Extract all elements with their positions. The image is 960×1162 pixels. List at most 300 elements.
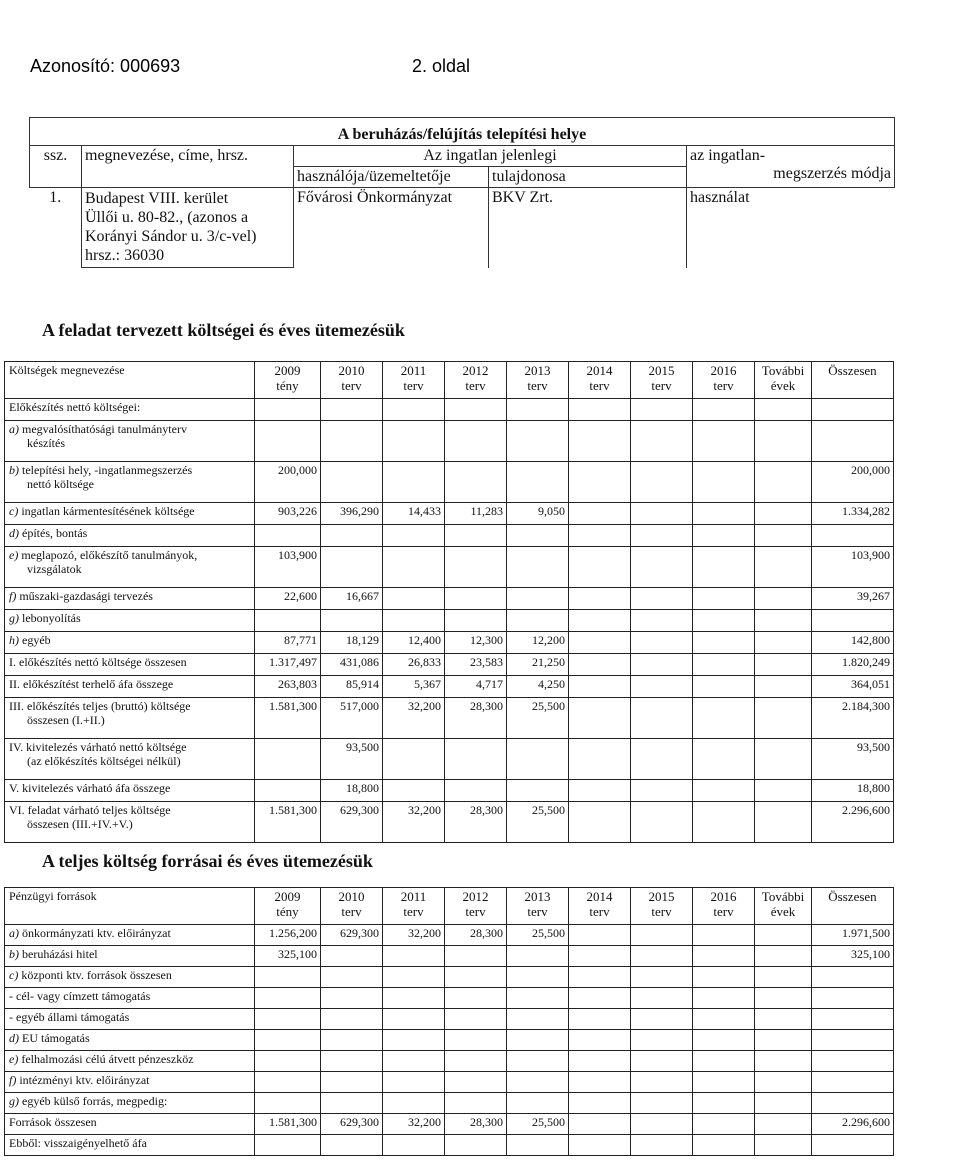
value-cell: 28,300 bbox=[445, 698, 507, 739]
row-label: b) telepítési hely, -ingatlanmegszerzés nettó költsége bbox=[5, 462, 255, 503]
row-letter: a) bbox=[9, 926, 19, 940]
value-cell bbox=[507, 739, 569, 780]
location-table bbox=[29, 117, 895, 268]
value-cell bbox=[321, 1009, 383, 1030]
row-label: Ebből: visszaigényelhető áfa bbox=[5, 1135, 255, 1156]
sources-year-header bbox=[631, 888, 693, 925]
value-cell bbox=[383, 1072, 445, 1093]
row-owner: BKV Zrt. bbox=[489, 188, 687, 268]
value-cell: 14,433 bbox=[383, 503, 445, 525]
row-label-cont: készítés bbox=[27, 436, 65, 450]
row-letter: b) bbox=[9, 463, 19, 477]
table-row bbox=[5, 967, 894, 988]
row-letter: c) bbox=[9, 968, 19, 982]
value-cell: 26,833 bbox=[383, 654, 445, 676]
value-cell: 1.317,497 bbox=[255, 654, 321, 676]
value-cell bbox=[507, 967, 569, 988]
costs-year-header bbox=[569, 362, 631, 399]
value-cell: 28,300 bbox=[445, 925, 507, 946]
sources-year-header bbox=[507, 888, 569, 925]
row-label: c) ingatlan kármentesítésének költsége bbox=[5, 503, 255, 525]
value-cell: 1.581,300 bbox=[255, 802, 321, 843]
value-cell: 103,900 bbox=[255, 547, 321, 588]
value-cell bbox=[755, 1135, 812, 1156]
sources-year-header bbox=[255, 888, 321, 925]
value-cell bbox=[693, 1051, 755, 1072]
row-letter: d) bbox=[9, 526, 19, 540]
value-cell bbox=[755, 1072, 812, 1093]
year-type-label: terv bbox=[589, 378, 610, 393]
costs-year-header bbox=[383, 362, 445, 399]
value-cell bbox=[631, 1051, 693, 1072]
total-cell bbox=[812, 399, 894, 421]
row-label: IV. kivitelezés várható nettó költsége (az előkészítés költségei nélkül) bbox=[5, 739, 255, 780]
row-label: e) meglapozó, előkészítő tanulmányok, vizsgálatok bbox=[5, 547, 255, 588]
value-cell: 4,717 bbox=[445, 676, 507, 698]
year-type-label: terv bbox=[651, 904, 672, 919]
sources-year-header bbox=[569, 888, 631, 925]
value-cell bbox=[255, 1009, 321, 1030]
value-cell: 85,914 bbox=[321, 676, 383, 698]
year-label: 2016 bbox=[710, 363, 737, 378]
year-type-label: tény bbox=[276, 378, 299, 393]
total-cell: 200,000 bbox=[812, 462, 894, 503]
value-cell bbox=[631, 1030, 693, 1051]
table-row bbox=[5, 1051, 894, 1072]
value-cell: 12,200 bbox=[507, 632, 569, 654]
value-cell: 1.256,200 bbox=[255, 925, 321, 946]
value-cell bbox=[755, 698, 812, 739]
year-type-label: terv bbox=[465, 378, 486, 393]
row-label: V. kivitelezés várható áfa összege bbox=[5, 780, 255, 802]
value-cell bbox=[631, 547, 693, 588]
row-letter: d) bbox=[9, 1031, 19, 1045]
value-cell: 12,400 bbox=[383, 632, 445, 654]
value-cell bbox=[693, 632, 755, 654]
row-label: b) beruházási hitel bbox=[5, 946, 255, 967]
value-cell bbox=[631, 632, 693, 654]
value-cell bbox=[631, 988, 693, 1009]
table-row bbox=[5, 698, 894, 739]
value-cell: 32,200 bbox=[383, 802, 445, 843]
value-cell bbox=[755, 654, 812, 676]
document-id: Azonosító: 000693 bbox=[30, 56, 181, 76]
row-letter: b) bbox=[9, 947, 19, 961]
value-cell bbox=[255, 610, 321, 632]
value-cell: 32,200 bbox=[383, 925, 445, 946]
value-cell bbox=[569, 1009, 631, 1030]
value-cell bbox=[631, 462, 693, 503]
row-letter: g) bbox=[9, 611, 19, 625]
value-cell bbox=[569, 1093, 631, 1114]
row-letter: g) bbox=[9, 1094, 19, 1108]
value-cell bbox=[255, 1135, 321, 1156]
value-cell bbox=[569, 588, 631, 610]
value-cell bbox=[255, 780, 321, 802]
row-letter: a) bbox=[9, 422, 19, 436]
value-cell bbox=[255, 967, 321, 988]
row-label-cont: (az előkészítés költségei nélkül) bbox=[27, 754, 181, 768]
value-cell bbox=[755, 1093, 812, 1114]
row-name-line1: Budapest VIII. kerület bbox=[85, 190, 229, 207]
value-cell bbox=[631, 1072, 693, 1093]
value-cell bbox=[445, 1072, 507, 1093]
value-cell bbox=[445, 588, 507, 610]
row-label-cont: összesen (I.+II.) bbox=[27, 713, 105, 727]
table-row bbox=[5, 525, 894, 547]
year-label: 2014 bbox=[586, 889, 613, 904]
value-cell bbox=[755, 739, 812, 780]
value-cell: 87,771 bbox=[255, 632, 321, 654]
table-row bbox=[5, 1114, 894, 1135]
value-cell bbox=[569, 1114, 631, 1135]
value-cell: 28,300 bbox=[445, 802, 507, 843]
value-cell bbox=[321, 1093, 383, 1114]
value-cell bbox=[507, 988, 569, 1009]
row-letter: h) bbox=[9, 633, 19, 647]
value-cell bbox=[507, 1051, 569, 1072]
value-cell bbox=[507, 610, 569, 632]
value-cell bbox=[569, 1135, 631, 1156]
value-cell bbox=[693, 654, 755, 676]
value-cell bbox=[755, 676, 812, 698]
value-cell bbox=[631, 1009, 693, 1030]
value-cell: 903,226 bbox=[255, 503, 321, 525]
value-cell bbox=[693, 610, 755, 632]
row-label: - cél- vagy címzett támogatás bbox=[5, 988, 255, 1009]
value-cell bbox=[321, 988, 383, 1009]
row-letter: e) bbox=[9, 1052, 19, 1066]
year-type-label: terv bbox=[527, 378, 548, 393]
value-cell bbox=[631, 946, 693, 967]
table-row bbox=[5, 588, 894, 610]
value-cell bbox=[631, 967, 693, 988]
value-cell bbox=[507, 399, 569, 421]
table-row bbox=[5, 462, 894, 503]
table-row bbox=[5, 1135, 894, 1156]
row-label: f) műszaki-gazdasági tervezés bbox=[5, 588, 255, 610]
value-cell bbox=[631, 525, 693, 547]
value-cell bbox=[569, 503, 631, 525]
value-cell: 629,300 bbox=[321, 925, 383, 946]
col-owner: tulajdonosa bbox=[489, 167, 687, 188]
total-cell bbox=[812, 610, 894, 632]
year-label: 2014 bbox=[586, 363, 613, 378]
value-cell bbox=[631, 654, 693, 676]
value-cell: 325,100 bbox=[255, 946, 321, 967]
row-label: VI. feladat várható teljes költsége összesen (III.+IV.+V.) bbox=[5, 802, 255, 843]
value-cell: 32,200 bbox=[383, 1114, 445, 1135]
value-cell bbox=[569, 925, 631, 946]
value-cell: 11,283 bbox=[445, 503, 507, 525]
value-cell bbox=[507, 462, 569, 503]
value-cell bbox=[445, 967, 507, 988]
table-row bbox=[5, 1009, 894, 1030]
value-cell: 1.581,300 bbox=[255, 1114, 321, 1135]
row-user: Fővárosi Önkormányzat bbox=[294, 188, 489, 268]
total-cell: 39,267 bbox=[812, 588, 894, 610]
value-cell bbox=[631, 780, 693, 802]
value-cell bbox=[321, 1051, 383, 1072]
value-cell bbox=[631, 739, 693, 780]
value-cell: 23,583 bbox=[445, 654, 507, 676]
value-cell bbox=[507, 780, 569, 802]
row-label-cont: nettó költsége bbox=[27, 477, 94, 491]
table-row bbox=[5, 676, 894, 698]
value-cell bbox=[321, 1030, 383, 1051]
value-cell bbox=[383, 610, 445, 632]
year-type-label: terv bbox=[527, 904, 548, 919]
value-cell bbox=[445, 1030, 507, 1051]
year-type-label: terv bbox=[341, 378, 362, 393]
year-label: 2010 bbox=[338, 889, 365, 904]
year-label: További bbox=[761, 889, 805, 904]
value-cell bbox=[693, 1093, 755, 1114]
value-cell bbox=[755, 632, 812, 654]
value-cell bbox=[755, 967, 812, 988]
value-cell bbox=[631, 1114, 693, 1135]
value-cell bbox=[445, 547, 507, 588]
value-cell bbox=[569, 399, 631, 421]
row-label: c) központi ktv. források összesen bbox=[5, 967, 255, 988]
table-row bbox=[5, 421, 894, 462]
total-cell bbox=[812, 1030, 894, 1051]
year-type-label: évek bbox=[770, 904, 796, 919]
table-row bbox=[5, 925, 894, 946]
value-cell bbox=[569, 632, 631, 654]
total-cell: 103,900 bbox=[812, 547, 894, 588]
value-cell bbox=[445, 1093, 507, 1114]
total-cell bbox=[812, 1072, 894, 1093]
value-cell: 93,500 bbox=[321, 739, 383, 780]
row-label: - egyéb állami támogatás bbox=[5, 1009, 255, 1030]
value-cell bbox=[631, 503, 693, 525]
value-cell bbox=[321, 1072, 383, 1093]
value-cell bbox=[631, 1093, 693, 1114]
total-cell bbox=[812, 967, 894, 988]
value-cell: 21,250 bbox=[507, 654, 569, 676]
table-row bbox=[5, 946, 894, 967]
table-row bbox=[5, 547, 894, 588]
value-cell bbox=[569, 1072, 631, 1093]
value-cell: 16,667 bbox=[321, 588, 383, 610]
value-cell bbox=[693, 925, 755, 946]
sources-title: A teljes költség forrásai és éves ütemezésük bbox=[42, 851, 373, 871]
table-row bbox=[5, 503, 894, 525]
row-label-cont: összesen (III.+IV.+V.) bbox=[27, 817, 133, 831]
costs-year-header bbox=[631, 362, 693, 399]
year-label: 2011 bbox=[400, 363, 427, 378]
year-label: 2011 bbox=[400, 889, 427, 904]
value-cell bbox=[255, 988, 321, 1009]
sources-year-header bbox=[445, 888, 507, 925]
col-user: használója/üzemeltetője bbox=[294, 167, 489, 188]
col-current: Az ingatlan jelenlegi bbox=[294, 146, 687, 167]
value-cell: 200,000 bbox=[255, 462, 321, 503]
total-cell: 1.334,282 bbox=[812, 503, 894, 525]
total-cell: 2.184,300 bbox=[812, 698, 894, 739]
total-cell bbox=[812, 1009, 894, 1030]
value-cell bbox=[631, 698, 693, 739]
value-cell bbox=[507, 1072, 569, 1093]
row-label: Előkészítés nettó költségei: bbox=[5, 399, 255, 421]
value-cell bbox=[569, 462, 631, 503]
value-cell: 629,300 bbox=[321, 802, 383, 843]
value-cell bbox=[693, 1072, 755, 1093]
sources-header-label: Pénzügyi források bbox=[5, 888, 255, 925]
col-acq-line2: megszerzés módja bbox=[773, 165, 892, 182]
value-cell: 22,600 bbox=[255, 588, 321, 610]
value-cell bbox=[755, 525, 812, 547]
value-cell bbox=[569, 698, 631, 739]
row-letter: f) bbox=[9, 589, 17, 603]
value-cell bbox=[255, 421, 321, 462]
value-cell bbox=[755, 588, 812, 610]
page-number: 2. oldal bbox=[412, 56, 471, 76]
value-cell bbox=[631, 399, 693, 421]
value-cell bbox=[755, 503, 812, 525]
year-type-label: terv bbox=[341, 904, 362, 919]
total-cell: 364,051 bbox=[812, 676, 894, 698]
value-cell: 25,500 bbox=[507, 1114, 569, 1135]
value-cell bbox=[693, 399, 755, 421]
value-cell: 9,050 bbox=[507, 503, 569, 525]
value-cell bbox=[755, 780, 812, 802]
value-cell bbox=[631, 610, 693, 632]
value-cell bbox=[693, 1009, 755, 1030]
value-cell bbox=[693, 525, 755, 547]
value-cell bbox=[569, 946, 631, 967]
value-cell bbox=[445, 1051, 507, 1072]
row-name-line3: Korányi Sándor u. 3/c-vel) bbox=[85, 228, 257, 245]
value-cell bbox=[755, 547, 812, 588]
total-cell bbox=[812, 525, 894, 547]
value-cell bbox=[321, 547, 383, 588]
value-cell bbox=[255, 1072, 321, 1093]
value-cell bbox=[383, 462, 445, 503]
value-cell bbox=[693, 676, 755, 698]
row-letter: c) bbox=[9, 504, 19, 518]
value-cell: 517,000 bbox=[321, 698, 383, 739]
year-label: 2015 bbox=[648, 889, 675, 904]
value-cell bbox=[507, 525, 569, 547]
total-cell bbox=[812, 988, 894, 1009]
col-name: megnevezése, címe, hrsz. bbox=[82, 146, 294, 188]
table-row bbox=[5, 988, 894, 1009]
row-label-cont: vizsgálatok bbox=[27, 562, 82, 576]
value-cell bbox=[321, 525, 383, 547]
value-cell bbox=[755, 1030, 812, 1051]
table-row bbox=[5, 1072, 894, 1093]
year-label: További bbox=[761, 363, 805, 378]
value-cell: 396,290 bbox=[321, 503, 383, 525]
value-cell bbox=[755, 946, 812, 967]
table-row bbox=[5, 780, 894, 802]
value-cell bbox=[445, 780, 507, 802]
year-type-label: terv bbox=[713, 904, 734, 919]
value-cell: 18,129 bbox=[321, 632, 383, 654]
total-cell bbox=[812, 1135, 894, 1156]
value-cell bbox=[321, 946, 383, 967]
table-row bbox=[5, 1093, 894, 1114]
value-cell bbox=[383, 588, 445, 610]
value-cell bbox=[255, 1030, 321, 1051]
value-cell bbox=[569, 676, 631, 698]
table-row bbox=[5, 654, 894, 676]
value-cell bbox=[383, 1135, 445, 1156]
value-cell bbox=[569, 654, 631, 676]
costs-year-header bbox=[507, 362, 569, 399]
year-label: 2009 bbox=[274, 363, 301, 378]
row-letter: e) bbox=[9, 548, 19, 562]
row-label: f) intézményi ktv. előirányzat bbox=[5, 1072, 255, 1093]
total-cell: 18,800 bbox=[812, 780, 894, 802]
row-label: a) önkormányzati ktv. előirányzat bbox=[5, 925, 255, 946]
row-label: g) lebonyolítás bbox=[5, 610, 255, 632]
value-cell bbox=[445, 421, 507, 462]
year-type-label: terv bbox=[465, 904, 486, 919]
value-cell bbox=[693, 547, 755, 588]
value-cell bbox=[631, 588, 693, 610]
value-cell bbox=[383, 1093, 445, 1114]
value-cell: 25,500 bbox=[507, 802, 569, 843]
year-type-label: terv bbox=[403, 904, 424, 919]
row-label: g) egyéb külső forrás, megpedig: bbox=[5, 1093, 255, 1114]
value-cell bbox=[693, 988, 755, 1009]
year-label: 2013 bbox=[524, 363, 551, 378]
value-cell bbox=[693, 698, 755, 739]
year-label: 2016 bbox=[710, 889, 737, 904]
costs-table bbox=[4, 361, 894, 843]
value-cell bbox=[755, 1051, 812, 1072]
year-type-label: terv bbox=[403, 378, 424, 393]
value-cell bbox=[569, 802, 631, 843]
col-acq bbox=[687, 146, 895, 188]
value-cell bbox=[755, 1114, 812, 1135]
sources-year-header bbox=[321, 888, 383, 925]
value-cell bbox=[569, 525, 631, 547]
value-cell bbox=[693, 967, 755, 988]
value-cell bbox=[507, 547, 569, 588]
value-cell bbox=[569, 739, 631, 780]
year-type-label: terv bbox=[713, 378, 734, 393]
row-label: d) EU támogatás bbox=[5, 1030, 255, 1051]
value-cell bbox=[255, 399, 321, 421]
value-cell bbox=[631, 802, 693, 843]
value-cell bbox=[321, 399, 383, 421]
value-cell bbox=[507, 946, 569, 967]
row-name-line4: hrsz.: 36030 bbox=[85, 247, 165, 264]
value-cell: 12,300 bbox=[445, 632, 507, 654]
value-cell: 28,300 bbox=[445, 1114, 507, 1135]
sources-table bbox=[4, 887, 894, 1156]
total-cell bbox=[812, 1051, 894, 1072]
value-cell bbox=[445, 462, 507, 503]
value-cell bbox=[445, 399, 507, 421]
value-cell bbox=[631, 925, 693, 946]
value-cell bbox=[445, 1009, 507, 1030]
year-label: 2012 bbox=[462, 889, 489, 904]
value-cell bbox=[383, 946, 445, 967]
sources-year-header bbox=[383, 888, 445, 925]
value-cell bbox=[693, 780, 755, 802]
value-cell bbox=[631, 676, 693, 698]
total-cell bbox=[812, 1093, 894, 1114]
value-cell bbox=[383, 739, 445, 780]
value-cell bbox=[693, 1135, 755, 1156]
value-cell: 4,250 bbox=[507, 676, 569, 698]
costs-total-header: Összesen bbox=[812, 362, 894, 399]
